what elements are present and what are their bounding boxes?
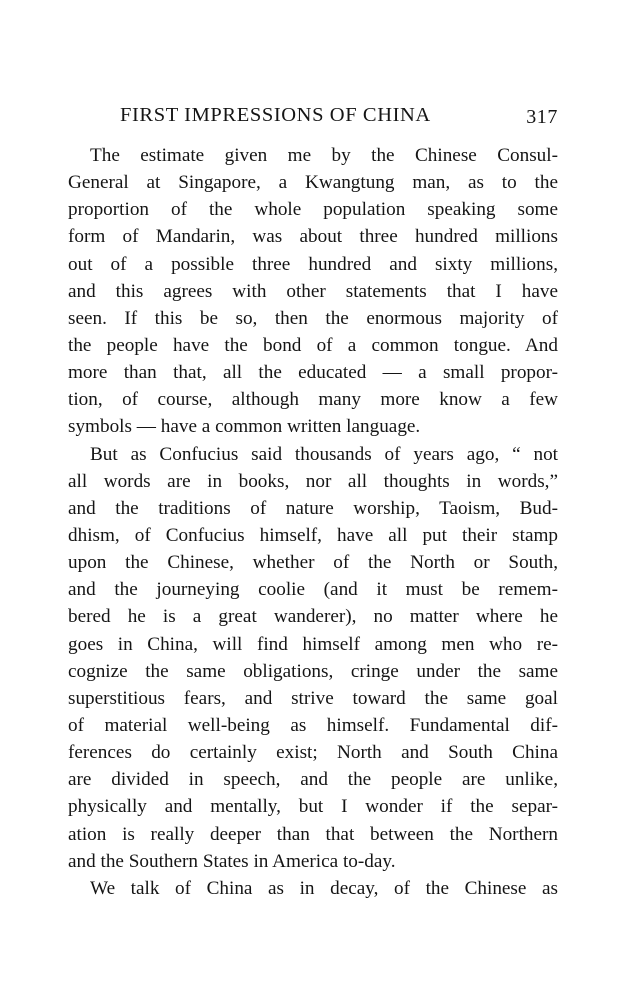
text-line: out of a possible three hundred and sixty millions, — [68, 253, 558, 275]
text-line: of material well-being as himself. Fundamental dif- — [68, 714, 558, 736]
text-line: and the Southern States in America to-day. — [68, 850, 396, 872]
text-line: cognize the same obligations, cringe under the same — [68, 660, 558, 682]
text-line: proportion of the whole population speaking some — [68, 199, 558, 221]
text-line: the people have the bond of a common tongue. And — [68, 334, 558, 356]
text-line: superstitious fears, and strive toward the same goal — [68, 687, 558, 709]
text-line: goes in China, will find himself among men who re- — [68, 633, 558, 655]
text-line: symbols — have a common written language. — [68, 416, 421, 438]
text-line: and the journeying coolie (and it must be remem- — [68, 579, 558, 601]
text-line: seen. If this be so, then the enormous majority of — [68, 307, 558, 329]
text-line: The estimate given me by the Chinese Consul- — [90, 145, 558, 166]
text-line: form of Mandarin, was about three hundred millions — [68, 226, 558, 248]
body-text — [68, 142, 558, 902]
page-number: 317 — [526, 106, 558, 128]
text-line: more than that, all the educated — a small propor- — [68, 362, 558, 384]
text-line: and this agrees with other statements that I have — [68, 280, 558, 302]
text-line: physically and mentally, but I wonder if the separ- — [68, 796, 558, 818]
text-line: and the traditions of nature worship, Taoism, Bud- — [68, 497, 558, 519]
text-line: But as Confucius said thousands of years ago, “ not — [90, 443, 558, 465]
text-line: We talk of China as in decay, of the Chinese as — [90, 877, 558, 899]
text-line: dhism, of Confucius himself, have all put their stamp — [68, 524, 558, 546]
text-line: bered he is a great wanderer), no matter where he — [68, 606, 558, 628]
text-line: ation is really deeper than that between the Northern — [68, 823, 558, 845]
text-line: are divided in speech, and the people are unlike, — [68, 769, 558, 791]
text-line: ferences do certainly exist; North and South China — [68, 742, 558, 764]
text-line: all words are in books, nor all thoughts in words,” — [68, 470, 558, 492]
running-title: FIRST IMPRESSIONS OF CHINA — [120, 104, 431, 126]
text-line: upon the Chinese, whether of the North or South, — [68, 552, 558, 574]
running-header — [68, 104, 560, 134]
text-line: General at Singapore, a Kwangtung man, as to the — [68, 172, 558, 194]
text-line: tion, of course, although many more know a few — [68, 389, 558, 411]
